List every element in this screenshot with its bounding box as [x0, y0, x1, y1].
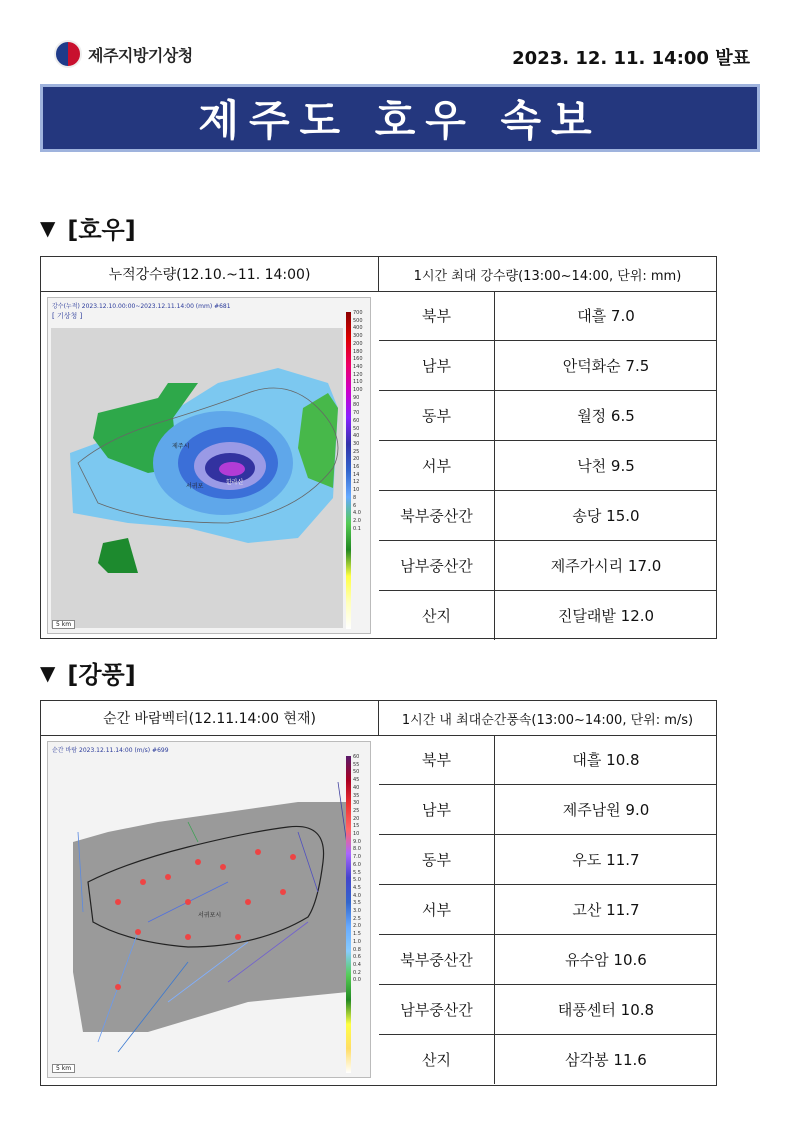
scale-tick-label: 4.5 [353, 884, 361, 891]
scale-tick-label: 1.0 [353, 938, 361, 945]
scale-tick-label: 0.8 [353, 946, 361, 953]
rain-map [47, 297, 371, 634]
scale-tick-label: 9.0 [353, 838, 361, 845]
rain-table [379, 291, 717, 640]
issued-time: 2023. 12. 11. 14:00 발표 [512, 48, 750, 69]
table-row [379, 541, 717, 591]
region-cell: 서부 [379, 441, 495, 491]
rain-map-header: 강수(누적) 2023.12.10.00:00~2023.12.11.14:00 (mm) #681 [52, 303, 231, 310]
scale-tick-label: 5.0 [353, 877, 361, 884]
scale-tick-label: 60 [353, 754, 360, 760]
region-cell: 북부중산간 [379, 935, 495, 985]
wind-map [47, 741, 371, 1078]
scale-tick-label: 2.5 [353, 915, 361, 922]
value-cell: 우도 11.7 [495, 835, 718, 885]
triangle-down-icon: ▼ [40, 215, 56, 240]
value-cell: 제주가시리 17.0 [495, 541, 718, 591]
value-cell: 대흘 7.0 [495, 291, 718, 341]
table-row [379, 491, 717, 541]
rain-color-scale [346, 312, 368, 629]
scale-tick-label: 180 [353, 348, 363, 355]
table-row [379, 1035, 717, 1085]
rain-map-caption: 누적강수량(12.10.~11. 14:00) [41, 257, 379, 292]
scale-tick-label: 5.5 [353, 869, 361, 876]
scale-tick-label: 55 [353, 761, 360, 768]
scale-tick-label: 6 [353, 502, 357, 509]
value-cell: 삼각봉 11.6 [565, 1051, 647, 1069]
wind-table [379, 735, 717, 1084]
scale-tick-label: 15 [353, 823, 360, 830]
table-row [379, 735, 717, 785]
agency-name: 제주지방기상청 [88, 45, 193, 65]
scale-tick-label: 70 [353, 410, 360, 417]
scale-tick-label: 300 [353, 333, 363, 340]
rain-map-label-seogwipo: 서귀포 [186, 483, 204, 490]
scale-tick-label: 500 [353, 317, 363, 324]
scale-tick-label: 0.6 [353, 954, 361, 961]
region-cell: 남부 [379, 785, 495, 835]
wind-scale-labels [353, 754, 361, 1073]
rain-section-title [40, 210, 136, 245]
triangle-down-icon: ▼ [40, 660, 56, 685]
scale-tick-label: 35 [353, 792, 360, 799]
region-cell: 남부중산간 [379, 985, 495, 1035]
wind-map-label-seogwipo: 서귀포시 [198, 912, 222, 919]
rain-section-label: [호우] [67, 216, 136, 244]
scale-tick-label: 0.1 [353, 525, 361, 532]
rain-map-tag: [ 기상청 ] [52, 312, 83, 320]
region-cell: 북부 [379, 735, 495, 785]
scale-tick-label: 0.4 [353, 961, 361, 968]
wind-section-label: [강풍] [67, 661, 136, 689]
value-cell: 낙천 9.5 [495, 441, 718, 491]
table-row [379, 785, 717, 835]
wind-color-scale [346, 756, 368, 1073]
rain-map-label-jeju: 제주시 [172, 443, 190, 450]
wind-map-header: 순간 바람 2023.12.11.14:00 (m/s) #699 [52, 747, 169, 754]
table-row [379, 291, 717, 341]
region-cell: 동부 [379, 391, 495, 441]
rain-map-graphic [48, 298, 370, 633]
scale-tick-label: 2.0 [353, 517, 361, 524]
scale-tick-label: 16 [353, 464, 360, 471]
scale-tick-label: 90 [353, 394, 360, 401]
scale-tick-label: 100 [353, 387, 363, 394]
region-cell: 남부 [379, 341, 495, 391]
taegeuk-icon [54, 40, 82, 68]
scale-tick-label: 110 [353, 379, 363, 386]
value-cell: 송당 15.0 [495, 491, 718, 541]
scale-tick-label: 50 [353, 769, 360, 776]
scale-tick-label: 2.0 [353, 923, 361, 930]
value-cell: 유수암 10.6 [495, 935, 718, 985]
value-cell: 진달래밭 12.0 [557, 607, 655, 625]
scale-tick-label: 6.0 [353, 861, 361, 868]
region-cell: 남부중산간 [379, 541, 495, 591]
region-cell: 산지 [379, 1035, 495, 1085]
scale-tick-label: 0.0 [353, 977, 361, 984]
header [54, 40, 750, 74]
table-row [379, 985, 717, 1035]
scale-tick-label: 160 [353, 356, 363, 363]
scale-tick-label: 7.0 [353, 854, 361, 861]
region-cell: 북부 [379, 291, 495, 341]
scale-tick-label: 40 [353, 784, 360, 791]
rain-map-scale-km: 5 km [52, 620, 75, 629]
wind-panel [40, 700, 717, 1086]
wind-section-title [40, 655, 136, 690]
region-cell: 동부 [379, 835, 495, 885]
scale-tick-label: 8 [353, 494, 357, 501]
table-row [379, 391, 717, 441]
value-cell: 고산 11.7 [495, 885, 718, 935]
scale-tick-label: 4.0 [353, 510, 361, 517]
rain-table-caption: 1시간 최대 강수량(13:00~14:00, 단위: mm) [379, 257, 716, 292]
table-row [379, 835, 717, 885]
region-cell: 북부중산간 [379, 491, 495, 541]
scale-tick-label: 20 [353, 456, 360, 463]
table-row [379, 441, 717, 491]
scale-tick-label: 700 [353, 310, 363, 316]
scale-tick-label: 400 [353, 325, 363, 332]
scale-tick-label: 12 [353, 479, 360, 486]
scale-tick-label: 50 [353, 425, 360, 432]
value-cell: 안덕화순 7.5 [495, 341, 718, 391]
value-cell: 태풍센터 10.8 [495, 985, 718, 1035]
scale-tick-label: 25 [353, 807, 360, 814]
scale-tick-label: 3.5 [353, 900, 361, 907]
rain-map-label-hallasan: 한라산 [226, 479, 244, 486]
scale-tick-label: 45 [353, 777, 360, 784]
wind-map-scale-km: 5 km [52, 1064, 75, 1073]
scale-tick-label: 10 [353, 487, 360, 494]
scale-tick-label: 80 [353, 402, 360, 409]
region-cell: 산지 [379, 591, 495, 641]
scale-tick-label: 40 [353, 433, 360, 440]
table-row [379, 885, 717, 935]
table-row [379, 935, 717, 985]
scale-tick-label: 10 [353, 831, 360, 838]
agency-logo [54, 40, 193, 68]
rain-panel [40, 256, 717, 639]
scale-tick-label: 200 [353, 340, 363, 347]
table-row [379, 591, 717, 641]
scale-tick-label: 60 [353, 417, 360, 424]
wind-table-caption: 1시간 내 최대순간풍속(13:00~14:00, 단위: m/s) [379, 701, 716, 736]
scale-tick-label: 8.0 [353, 846, 361, 853]
value-cell: 대흘 10.8 [495, 735, 718, 785]
page-title: 제주도 호우 속보 [198, 96, 602, 145]
scale-tick-label: 3.0 [353, 908, 361, 915]
scale-tick-label: 30 [353, 800, 360, 807]
scale-tick-label: 120 [353, 371, 363, 378]
scale-tick-label: 1.5 [353, 931, 361, 938]
value-cell: 제주남원 9.0 [495, 785, 718, 835]
region-cell: 서부 [379, 885, 495, 935]
scale-tick-label: 14 [353, 471, 360, 478]
scale-tick-label: 4.0 [353, 892, 361, 899]
scale-tick-label: 140 [353, 363, 363, 370]
scale-tick-label: 25 [353, 448, 360, 455]
scale-tick-label: 20 [353, 815, 360, 822]
rain-scale-labels [353, 310, 363, 629]
value-cell: 월정 6.5 [495, 391, 718, 441]
scale-tick-label: 0.2 [353, 969, 361, 976]
title-banner [40, 84, 760, 152]
scale-tick-label: 30 [353, 440, 360, 447]
wind-map-graphic [48, 742, 370, 1077]
table-row [379, 341, 717, 391]
wind-map-caption: 순간 바람벡터(12.11.14:00 현재) [41, 701, 379, 736]
